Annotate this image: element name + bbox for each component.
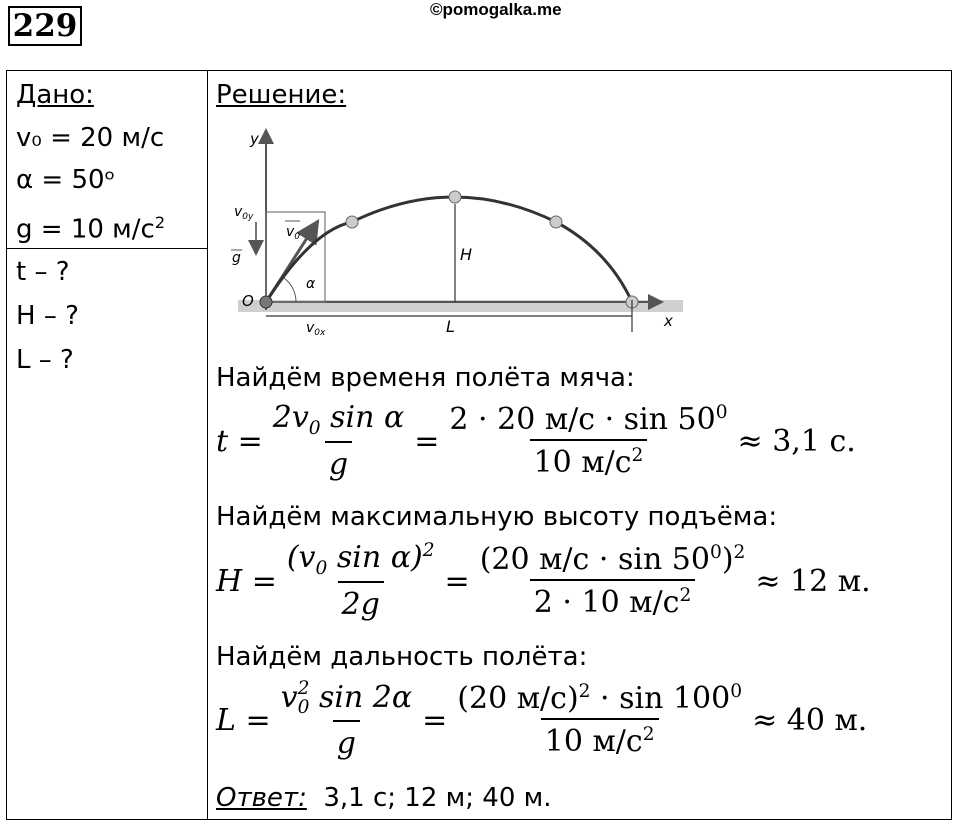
given-g <box>16 208 165 245</box>
answer-label: Ответ: <box>216 783 307 813</box>
formula-H <box>216 540 871 622</box>
ball-start <box>260 296 272 308</box>
formula-H-frac2 <box>476 542 750 620</box>
formula-L-lhs: L = <box>216 702 271 738</box>
formula-H-num1: ($v_0$ sin α)$^2$ <box>286 540 435 579</box>
given-g-label: g = 10 м/с <box>16 214 155 245</box>
formula-t-lhs: t = <box>216 423 263 459</box>
ball-point-3 <box>550 216 562 228</box>
formula-t-den1: g <box>325 441 352 482</box>
step2-text: Найдём максимальную высоту подъёма: <box>216 502 778 532</box>
alpha-arc <box>284 278 296 302</box>
ball-point-top <box>449 191 461 203</box>
formula-L-num1: v 2 0 sin 2α <box>280 678 413 718</box>
formula-H-num2: (20 $м/с \cdot \sin 50^0)^2$ <box>479 542 746 577</box>
formula-L-den2: 10 $м/с^2$ <box>541 718 659 759</box>
formula-t-frac2 <box>445 402 731 480</box>
formula-L-eq: = <box>422 702 448 738</box>
origin-label: O <box>242 292 254 310</box>
ball-point-1 <box>346 216 358 228</box>
g-label: g <box>232 250 241 266</box>
given-alpha: α = 50ᵒ <box>16 165 116 195</box>
find-H: H – ? <box>16 301 79 331</box>
formula-L-result: ≈ 40 м. <box>752 702 868 738</box>
step3-text: Найдём дальность полёта: <box>216 642 588 672</box>
trajectory-figure <box>228 100 698 335</box>
answer-value: 3,1 с; 12 м; 40 м. <box>323 783 552 813</box>
given-title: Дано: <box>16 80 94 110</box>
solution-title: Решение: <box>216 80 347 110</box>
given-v0: v₀ = 20 м/с <box>16 123 165 153</box>
formula-t-num1: $2v_0$ sin α <box>272 400 405 439</box>
formula-L-num2: (20 $м/с)^2 \cdot \sin 100^0$ <box>457 681 743 717</box>
find-t: t – ? <box>16 257 70 287</box>
v0y-label: $v_{0y}$ <box>234 204 254 222</box>
formula-H-frac1 <box>283 540 439 622</box>
formula-t <box>216 400 856 482</box>
formula-H-eq: = <box>444 563 470 599</box>
formula-H-lhs: H = <box>216 563 277 599</box>
formula-L <box>216 680 867 761</box>
formula-t-eq: = <box>414 423 440 459</box>
find-L: L – ? <box>16 345 74 375</box>
formula-L-frac2 <box>453 681 746 759</box>
step1-text: Найдём временя полёта мяча: <box>216 363 635 393</box>
watermark: ©pomogalka.me <box>430 0 562 19</box>
x-axis-label: x <box>664 312 673 330</box>
formula-t-den2: 10 $м/с^2$ <box>530 439 648 480</box>
column-divider <box>207 70 208 820</box>
problem-number: 229 <box>8 6 82 46</box>
formula-H-den1: 2g <box>338 581 384 622</box>
v0x-label: $v_{0x}$ <box>306 320 326 335</box>
v0-label: $v_0$ <box>286 224 301 242</box>
formula-L-frac1 <box>277 680 417 761</box>
formula-H-den2: 2 · 10 $м/с^2$ <box>530 579 696 620</box>
answer-line <box>216 783 552 813</box>
trajectory-curve <box>266 197 632 302</box>
alpha-label: α <box>306 276 316 292</box>
height-label: H <box>460 245 473 264</box>
given-find-divider <box>6 248 208 249</box>
formula-H-result: ≈ 12 м. <box>755 563 871 599</box>
given-g-sup: 2 <box>154 213 166 232</box>
y-axis-label: y <box>250 130 259 148</box>
range-label: L <box>446 317 455 335</box>
formula-t-result: ≈ 3,1 с. <box>737 423 856 459</box>
formula-L-den1: g <box>333 720 360 761</box>
formula-t-num2: 2 · 20 $м/с \cdot \sin 50^0$ <box>449 402 728 437</box>
formula-t-frac1 <box>269 400 409 482</box>
